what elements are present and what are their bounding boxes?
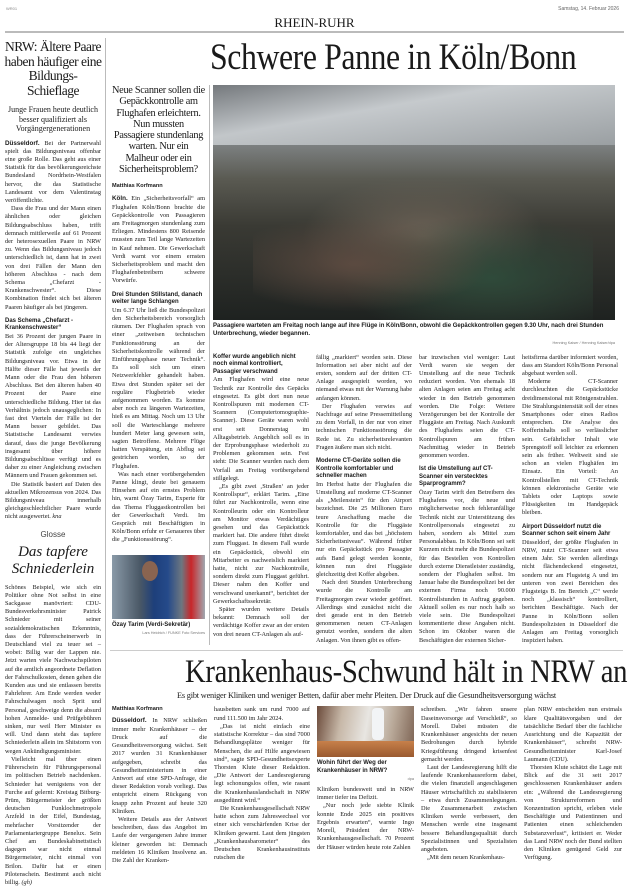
airport-photo-credit: Henning Kaiser / Henning Kaiser/dpa [552, 340, 615, 345]
paragraph: In NRW schließen immer mehr Krankenhäuser – der Druck auf die Gesundheitsversorgung wächst. Seit 2017 wurden 31 Krankenhäuser aufgegeben, schreibt das Gesundheitsministerium in einer Antwort auf eine SPD-Anfrage, die dieser Redaktion vorab vorliegt. Das entspricht einem Rückgang von knapp zehn Prozent auf heute 320 Kliniken. [112, 717, 207, 815]
dateline: Düsseldorf. [112, 717, 147, 725]
main-column-5 [522, 354, 618, 646]
main-column-3 [316, 354, 412, 645]
airport-photo [213, 85, 615, 320]
paragraph: „Es gibt zwei ‚Straßen‘ an jeder Kontrollspur“, erklärt Tarim. „Eine führt zur Nachkontrolle, wenn eine Kontrolleurin oder ein Kontrolleur am Monitor etwas Verdächtiges gesehen und das Gepäckstück markiert hat. Die andere führt direkt zum Fluggast. In diesem Fall wurde ein Gepäckstück, obwohl ein Mitarbeiter es nachweislich markiert hatte, nicht zur Nachkontrolle, sondern direkt zum Fluggast geführt. Dieser nahm den Koffer und verschwand unerkannt“, berichtet der Gewerkschaftssekretär. [213, 483, 309, 605]
paragraph: „Nur noch jede siebte Klinik konnte Ende 2025 ein positives Ergebnis erwarten“, warnte Ingo Morell, Präsident der NRW-Krankenhausgesellschaft. 70 Prozent der Häuser würden heute rote Zahlen [317, 802, 414, 851]
author: Matthias Korfmann [112, 706, 163, 713]
paragraph: Was nach einer vorübergehenden Panne klingt, deute bei genauem Hinsehen auf ein ernstes Problem hin, warnt Özay Tarim, Experte für das Thema Fluggastkontrollen bei der Gewerkschaft Verdi. Im Gespräch mit Beschäftigten in Köln/Bonn erfuhr er Genaueres über die „Funktionsstörung“. [112, 470, 205, 544]
paragraph: Am Flughafen wird eine neue Technik zur Kontrolle des Gepäcks eingesetzt. Es gibt dort nun neue Kontrollspuren mit modernen CT-Scannern (Computertomographie-Scanner). Diese Geräte waren wohl erst seit Donnerstag im Alltagsbetrieb. Angeblich soll es in der Erprobungsphase wiederholt zu Problemen gekommen sein. Fest steht: Die Scanner wurden nach dem Vorfall am Freitag vorübergehend stillgelegt. [213, 376, 309, 482]
author: kna [52, 513, 62, 521]
paragraph: schreiben. „Wir fahren unsere Daseinsvorsorge auf Verschleiß“, so Morell. Dabei müssten die Krankenhäuser angesichts der neuen Bedrohungen durch hybride Kriegsführung dringend krisenfest gemacht werden. [421, 706, 517, 763]
glosse-title: Das tapfere Schniederlein [11, 543, 95, 577]
right-area [110, 37, 628, 865]
paragraph: bar inzwischen viel weniger: Laut Verdi waren sie wegen der Umstellung auf die neue Technik reduziert worden. Von ehemals 18 alten Anlagen seien am Freitag acht wieder in den Betrieb genommen worden. Die Folge: Weitere Verzögerungen bei der Kontrolle der Fluggäste am Freitag. Nach Auskunft des Flughafens seien die CT-Kontrollspuren am frühen Nachmittag wieder in Betrieb genommen worden. [419, 353, 515, 460]
paragraph: „Das ist nicht einfach eine statistische Korrektur – das sind 7000 Behandlungsplätze weniger für Menschen, die auf Hilfe angewiesen sind“, sagte SPD-Gesundheitsexperte Thorsten Klute dieser Redaktion. „Die Antwort der Landesregierung legt schonungslos offen, wie rasant die Krankenhauslandschaft in NRW ausgedünnt wird.“ [214, 722, 310, 804]
paragraph: Özay Tarim wirft den Betreibern des Flughafens vor, die neue und möglicherweise noch fehleranfällige Technik nicht zur Unterstützung des Kontrollpersonals eingesetzt zu haben, sondern als Mittel zum Personalabbau. In Köln/Bonn sei seit Kurzem nicht mehr die Bundespolizei für das Bestellen von Kontrollen durch externe Dienstleister zuständig, sondern der Flughafen selbst. Im Januar habe die Bundespolizei bei der externen Firma noch 90.000 Kontrollstunden in Auftrag gegeben. Aktuell sollen es nur noch halb so viele sein. Die Bundespolizei kommentierte diese Angaben nicht. Schon im Oktober waren die Beschäftigten der externen Sicher- [419, 489, 515, 644]
paragraph: Düsseldorf, der größte Flughafen in NRW, nutzt CT-Scanner seit etwa einem Jahr. Sie werden allerdings nicht flächendeckend eingesetzt, sondern nur am Flugsteig A und im unteren von zwei Bereichen des Flugsteigs B. Im Bereich „C“ werde noch „klassisch“ kontrolliert, berichten Beschäftigte. Nach der Panne in Köln/Bonn sollen Bundespolizisten in Düsseldorf die Anlagen am Freitag vorsorglich inspiziert haben. [522, 538, 618, 645]
paragraph: Die Statistik basiert auf Daten des aktuellen Mikrozensus von 2024. Das Bildungsniveau innerhalb gleichgeschlechtlicher Paare wurde nicht ausgewertet. [5, 480, 101, 521]
bottom-column-5 [524, 706, 622, 862]
bottom-column-3-wrap [317, 706, 414, 851]
left-subhead: Junge Frauen heute deutlich besser qualifiziert als Vorgängergenerationen [8, 105, 98, 133]
bottom-subhead: Es gibt weniger Kliniken und weniger Betten, dafür aber mehr Pleiten. Der Druck auf die Gesundheitsversorgung wächst [177, 691, 556, 701]
bottom-column-3 [317, 786, 414, 852]
article-divider [110, 650, 623, 651]
subheading: Das Schema „Chefarzt - Krankenschwester“ [5, 317, 74, 332]
paragraph: Thorsten Klute schätzt die Lage mit Blick auf die 31 seit 2017 geschlossenen Krankenhäuser anders ein: „Während die Landesregierung von Strukturreformen und Konzentration spricht, erleben viele Beschäftigte und Patientinnen und Patienten einen schleichenden Substanzverlust“, kritisiert er. Weder das Land NRW noch der Bund stellten den Kliniken genügend Geld zur Verfügung. [524, 763, 622, 862]
subheading: Airport Düsseldorf nutzt die Scanner schon seit einem Jahr [522, 523, 611, 538]
bottom-column-2 [214, 706, 310, 862]
paragraph: Schönes Beispiel, wie sich ein Politiker ohne Not selbst in eine Sackgasse manövriert: CDU-Bundesverkehrsminister Patrick Schnieder mit seiner sozialdemokratischen Erkenntnis, dass der Führerscheinerwerb in Deutschland viel zu teuer sei – wobei: Billig war der Lappen nie. Jetzt warten viele Nachwuchspiloten auf die amtlich angeordnete Deflation der Fahrschulkosten, denen gehen die Kunden aus und sie entlassen bereits Fahrlehrer. Am Ende werden weder Fahrschulwagen noch Sprit und Personal, geschweige denn die absurd hohen Anmelde- und Prüfgebühren sinken, nur weil Herr Minister es will. Und dann steht das tapfere Schniederlein allein im Shitstorm von wegen Ankündigungsminister. [5, 583, 101, 755]
main-column-1 [112, 195, 205, 544]
paragraph: Dass die Frau und der Mann einen ähnlichen oder gleichen Bildungsabschluss haben, trifft demnach mittlerweile auf 61 Prozent der heterosexuellen Paare in NRW zu. Wenn das Bildungsniveau jedoch unterschiedlich ist, dann hat in zwei von drei Fällen der Mann den höheren Abschluss - nach dem Schema „Chefarzt - Krankenschwester“. Diese Kombination findet sich bei älteren Paaren häufiger als bei jüngeren. [5, 205, 101, 311]
paragraph: Im Herbst hatte der Flughafen die Umstellung auf moderne CT-Scanner als „Meilenstein“ für den Airport bezeichnet. Die 25 Millionen Euro teure Anschaffung mache die Kontrolle für die Fluggäste komfortabler, und das bei „höchstem Sicherheitsniveau“. Während früher nur ein Gepäckstück pro Passagier aufs Band gelegt werden konnte, können nun drei Fluggäste gleichzeitig drei Koffer abgeben. [316, 480, 412, 579]
bottom-column-4 [421, 706, 517, 862]
paragraph: Weitere Details aus der Antwort beschreiben, dass das Angebot im Laufe der vergangenen Jahre immer kleiner geworden ist: Demnach meldeten 16 Kliniken Insolvenz an. Die Zahl der Kranken- [112, 815, 207, 864]
paragraph: Bei der Partnerwahl spielt das Bildungsniveau offenbar eine große Rolle. Das geht aus einer Statistik für das bevölkerungsreichste Bundesland Nordrhein-Westfalen hervor, die das Statistische Landesamt vor dem Valentinstag veröffentlichte. [5, 139, 101, 204]
subheading: Ist die Umstellung auf CT-Scanner ein verstecktes Sparprogramm? [419, 466, 493, 488]
airport-photo-caption: Passagiere warteten am Freitag noch lange auf ihre Flüge in Köln/Bonn, obwohl die Gepäckkontrollen gegen 9.30 Uhr, nach drei Stunden Unterbrechung, wieder begannen. [213, 323, 604, 337]
portrait-photo [112, 555, 205, 619]
page-code: WR01 [6, 6, 18, 11]
main-column-2 [213, 354, 309, 639]
paragraph: Nach drei Stunden Unterbrechung wurde die Kontrolle am Freitagmorgen zwar wieder geöffnet. Allerdings sind zunächst nicht die drei gerade erst in den Betrieb genommenen neuen CT-Anlagen genutzt worden, sondern die alten Anlagen. Von ihnen gibt es offen- [316, 579, 412, 644]
paragraph: plan NRW entscheiden nun erstmals klare Qualitätsvorgaben und der tatsächliche Bedarf über die fachliche Ausrichtung und die Kapazität der Krankenhäuser“, schreibt NRW-Gesundheitsminister Karl-Josef Laumann (CDU). [524, 706, 622, 763]
bottom-column-1-wrap [112, 706, 207, 865]
paragraph: hausbetten sank um rund 7000 auf rund 111.500 im Jahr 2024. [214, 706, 310, 722]
hospital-photo [317, 706, 414, 757]
left-headline: NRW: Ältere Paare haben häufiger eine Bildungs-Schieflage [4, 39, 102, 98]
left-article-body [4, 140, 102, 522]
bottom-headline: Krankenhaus-Schwund hält in NRW an [185, 654, 628, 691]
column-divider [105, 38, 106, 870]
portrait-caption: Özay Tarim (Verdi-Sekretär) [112, 621, 191, 628]
header-rule [5, 31, 624, 33]
issue-date: Samstag, 14. Februar 2026 [558, 6, 619, 12]
paragraph: Um 6.37 Uhr ließ die Bundespolizei den Sicherheitsbereich vorsorglich räumen. Der Flughafen sprach von einer „zeitweisen technischen Funktionsstörung an der Sicherheitskontrolle während der Einführungsphase neuer Technik“. Es soll sich um einen Netzwerkfehler gehandelt haben. Etwa drei Stunden später sei der reguläre Flugbetrieb wieder aufgenommen worden. Es komme aber noch zu längeren Wartezeiten, hieß es am Mittag. Noch um 13 Uhr soll die Warteschlange mehrere hundert Meter lang gewesen sein, sagten Betroffene. Mehrere Flüge hatten Verspätung, ein Abflug sei gestrichen worden, so der Flughafen. [112, 306, 205, 470]
paragraph: Moderne CT-Scanner durchleuchten die Gepäckstücke dreidimensional mit Röntgenstrahlen. Die Strahlungsintensität soll der eines Smartphones oder eines Radios entsprechen. Die Analyse des Kofferinhalts soll so verlässlicher sein. Gefährlicher Inhalt wie Sprengstoff soll leichter zu erkennen sein als früher. Weltweit sind sie schon an vielen Flughäfen im Einsatz. Ein Vorteil: An Kontrollstellen mit CT-Technik können elektronische Geräte wie Tablets oder Laptops sowie Flüssigkeiten im Handgepäck bleiben. [522, 378, 618, 517]
main-columns [213, 354, 623, 646]
bottom-columns [110, 706, 623, 865]
main-teaser: Neue Scanner sollen die Gepäckkontrolle am Flughafen erleichtern. Nun mussten Passagiere stundenlang warten. Nur ein Malheur oder ein Sicherheitsproblem? [112, 85, 205, 176]
main-headline: Schwere Panne in Köln/Bonn [210, 37, 577, 78]
subheading: Drei Stunden Stillstand, danach weiter lange Schlangen [112, 291, 203, 306]
dateline: Düsseldorf. [5, 139, 40, 147]
author: Matthias Korfmann [112, 183, 163, 190]
portrait-credit: Lars Heidrich / FUNKE Foto Services [142, 631, 205, 636]
subheading: Koffer wurde angeblich nicht noch einmal kontrolliert, Passagier verschwand [213, 353, 296, 375]
dateline: Köln. [112, 195, 128, 203]
paragraph: Kliniken bundesweit und in NRW immer tiefer ins Defizit. [317, 786, 414, 802]
main-column-1-wrap [110, 85, 205, 636]
paragraph: Später wurden weitere Details bekannt: Demnach soll der verdächtige Koffer zwar an der ersten von drei neuen CT-Anlagen als auf- [213, 606, 309, 638]
paragraph: Der Flughafen verwies auf Nachfrage auf seine Pressemitteilung zu dem Vorfall, in der nur von einer technischen Funktionsstörung die Rede ist. Zu sicherheitsrelevanten Fragen äußere man sich nicht. [316, 402, 412, 451]
paragraph: Bei 36 Prozent der jungen Paare in der Altersgruppe 18 bis 44 liegt der Statistik zufolge ein ungleiches Bildungsniveau vor. Etwa in der Hälfte dieser Fälle hat jeweils der Mann oder die Frau den höheren Abschluss. Bei den älteren haben 40 Prozent der Paare eine unterschiedliche Bildung. Hier ist das Verhältnis jedoch unausgeglichen: In fast drei Vierteln der Fälle ist der Mann besser gebildet. Das Statistische Landesamt verwies darauf, dass die junge Bevölkerung insgesamt über höhere Bildungsabschlüsse verfügt und es daher zu einer Angleichung zwischen Männern und Frauen gekommen sei. [5, 332, 101, 480]
bottom-column-1 [112, 717, 207, 865]
main-article [110, 85, 623, 645]
paragraph: „Mit dem neuen Krankenhaus- [427, 854, 505, 862]
author: (gh) [21, 878, 32, 886]
main-column-4 [419, 354, 515, 645]
section-title: RHEIN-RUHR [274, 15, 355, 30]
glosse-body [4, 584, 102, 887]
paragraph: Vielleicht mal über einen Führerschein für Führungspersonal im politischen Betrieb nachdenken. Schnieder hat wenigstens von der Furche auf gelernt: Kreistag Bitburg-Prüm, Bürgermeister der größten deutschen Funklochmetropole Arzfeld in der Eifel, Bundestag, mehrfacher Vorsitzender der Parlamentariergruppe Benelux. Sein Chef am Bundeskabinettstisch dagegen war nicht einmal Bürgermeister, nicht einmal von Brilon. Dafür hat er einen Pilotenschein. Bestimmt auch nicht billig. [5, 755, 101, 886]
hospital-photo-caption: Wohin führt der Weg der Krankenhäuser in NRW? [317, 760, 388, 775]
left-column [4, 40, 102, 887]
paragraph: fällig „markiert“ worden sein. Diese Information sei aber nicht auf der ersten, sondern auf der dritten CT-Anlage ausgespielt worden, wo niemand etwas mit der Warnung habe anfangen können. [316, 353, 412, 402]
paragraph: Die Krankenhausgesellschaft NRW hatte schon zum Jahreswechsel vor einer sich verschärfenden Krise der Kliniken gewarnt. Laut dem jüngsten „Krankenhausbarometer“ des Deutschen Krankenhausinstituts rutschen die [214, 804, 310, 862]
paragraph: Laut der Landesregierung hilft die laufende Krankenhausreform dabei, die vielen finanziell angeschlagenen Häuser wirtschaftlich zu stabilisieren – etwa durch Zusammenlegungen. Die Zusammenarbeit zwischen Kliniken werde verbessert, den Menschen werde eine insgesamt bessere Behandlungsqualität durch Spezialistinnen und Spezialisten angeboten. [421, 763, 517, 853]
main-right-block [213, 85, 623, 645]
column-divider [209, 85, 210, 645]
paragraph: Ein „Sicherheitsvorfall“ am Flughafen Köln/Bonn brachte die Gepäckkontrolle von Passagieren am Freitagmorgen stundenlang zum Erliegen. Mindestens 800 Reisende mussten zum Teil lange Wartezeiten in Kauf nehmen. Die Gewerkschaft Verdi warnt vor einem ernsten Sicherheitsproblem und macht den Flughafenbetreibern schwere Vorwürfe. [112, 195, 205, 285]
glosse-kicker: Glosse [40, 529, 66, 539]
hospital-photo-credit: dpa [407, 777, 414, 782]
subheading: Moderne CT-Geräte sollen die Kontrolle komfortabler und schneller machen [316, 458, 401, 480]
paragraph: heitsfirma darüber informiert worden, dass am Standort Köln/Bonn Personal abgebaut werden soll. [522, 353, 618, 377]
portrait-face [142, 561, 158, 581]
